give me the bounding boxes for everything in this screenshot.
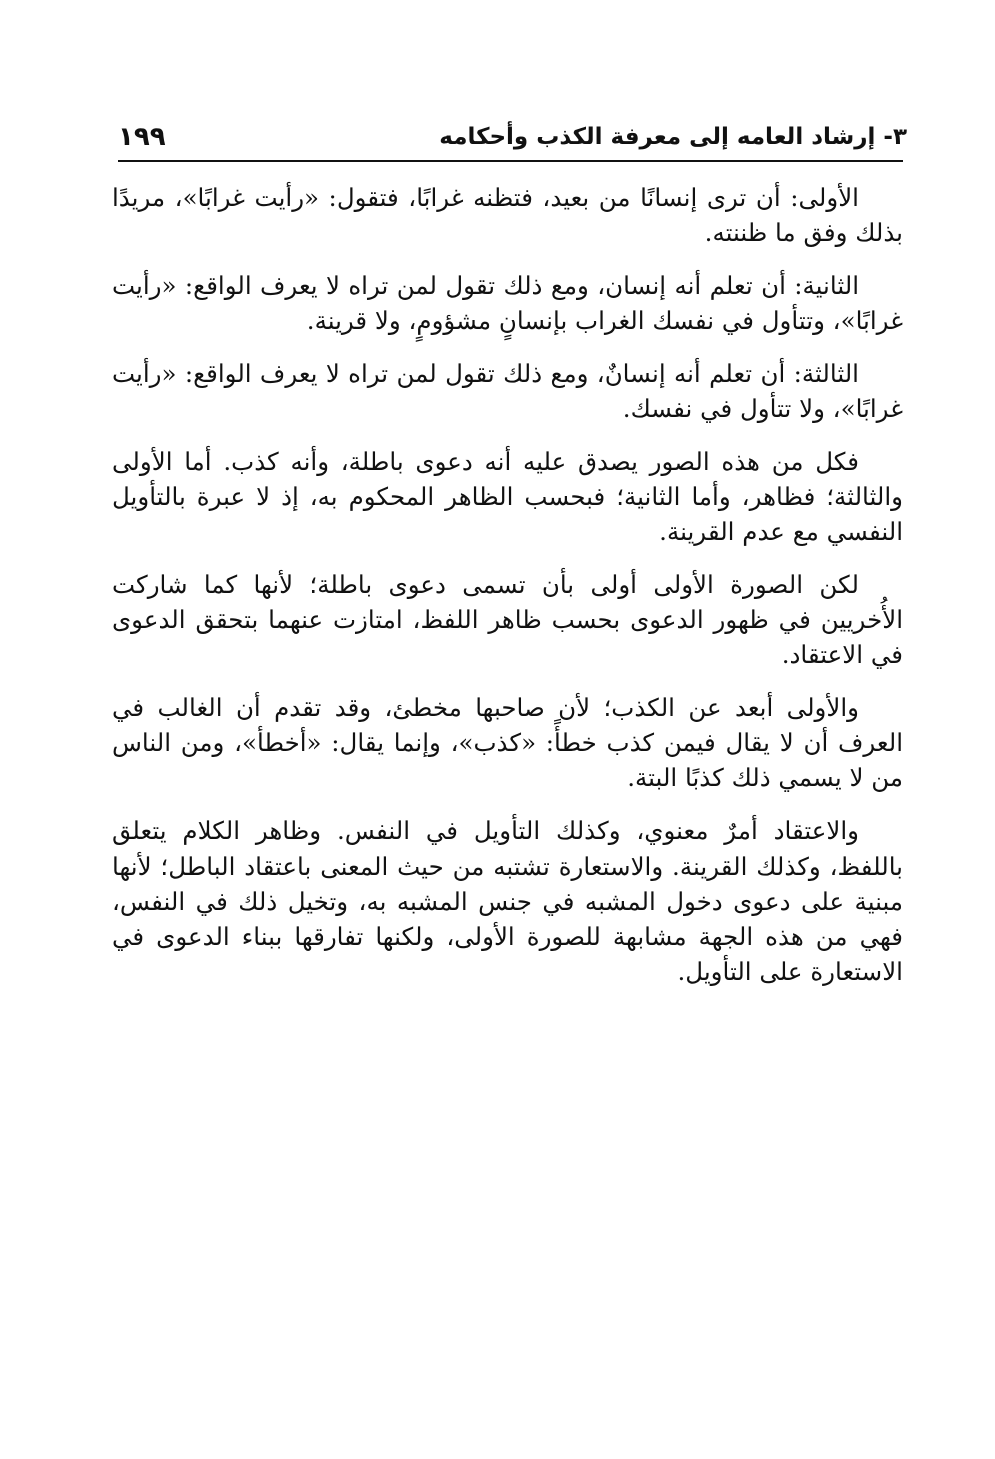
- paragraph-third-case: الثالثة: أن تعلم أنه إنسانٌ، ومع ذلك تقول لمن تراه لا يعرف الواقع: «رأيت غرابًا»، ولا تتأول في نفسك.: [112, 359, 903, 424]
- running-header: [118, 118, 907, 162]
- paragraph-first-case: الأولى: أن ترى إنسانًا من بعيد، فتظنه غرابًا، فتقول: «رأيت غرابًا»، مريدًا بذلك وفق ما ظننته.: [112, 183, 903, 248]
- paragraph-error-vs-lie: والأولى أبعد عن الكذب؛ لأن صاحبها مخطئ، وقد تقدم أن الغالب في العرف أن لا يقال فيمن كذب خطأً: «كذب»، وإنما يقال: «أخطأ»، ومن الناس من لا يسمي ذلك كذبًا البتة.: [112, 693, 903, 793]
- paragraph-summary: فكل من هذه الصور يصدق عليه أنه دعوى باطلة، وأنه كذب. أما الأولى والثالثة؛ فظاهر، وأما الثانية؛ فبحسب الظاهر المحكوم به، إذ لا عبرة بالتأويل النفسي مع عدم القرينة.: [112, 447, 903, 547]
- running-header-title: ٣- إرشاد العامه إلى معرفة الكذب وأحكامه: [439, 124, 907, 150]
- header-divider: [118, 160, 903, 162]
- paragraph-metaphor: والاعتقاد أمرٌ معنوي، وكذلك التأويل في النفس. وظاهر الكلام يتعلق باللفظ، وكذلك القرينة. والاستعارة تشتبه من حيث المعنى باعتقاد الباطل؛ لأنها مبنية على دعوى دخول المشبه في جنس المشبه به، وتخيل ذلك في النفس، فهي من هذه الجهة مشابهة للصورة الأولى، ولكنها تفارقها ببناء الدعوى في الاستعارة على التأويل.: [112, 816, 903, 986]
- page-number: ١٩٩: [118, 122, 166, 152]
- paragraph-first-case-priority: لكن الصورة الأولى أولى بأن تسمى دعوى باطلة؛ لأنها كما شاركت الأُخريين في ظهور الدعوى بحسب ظاهر اللفظ، امتازت عنهما بتحقق الدعوى في الاعتقاد.: [112, 570, 903, 670]
- paragraph-second-case: الثانية: أن تعلم أنه إنسان، ومع ذلك تقول لمن تراه لا يعرف الواقع: «رأيت غرابًا»، وتتأول في نفسك الغراب بإنسانٍ مشؤومٍ، ولا قرينة.: [112, 271, 903, 336]
- body-text: [112, 180, 903, 1007]
